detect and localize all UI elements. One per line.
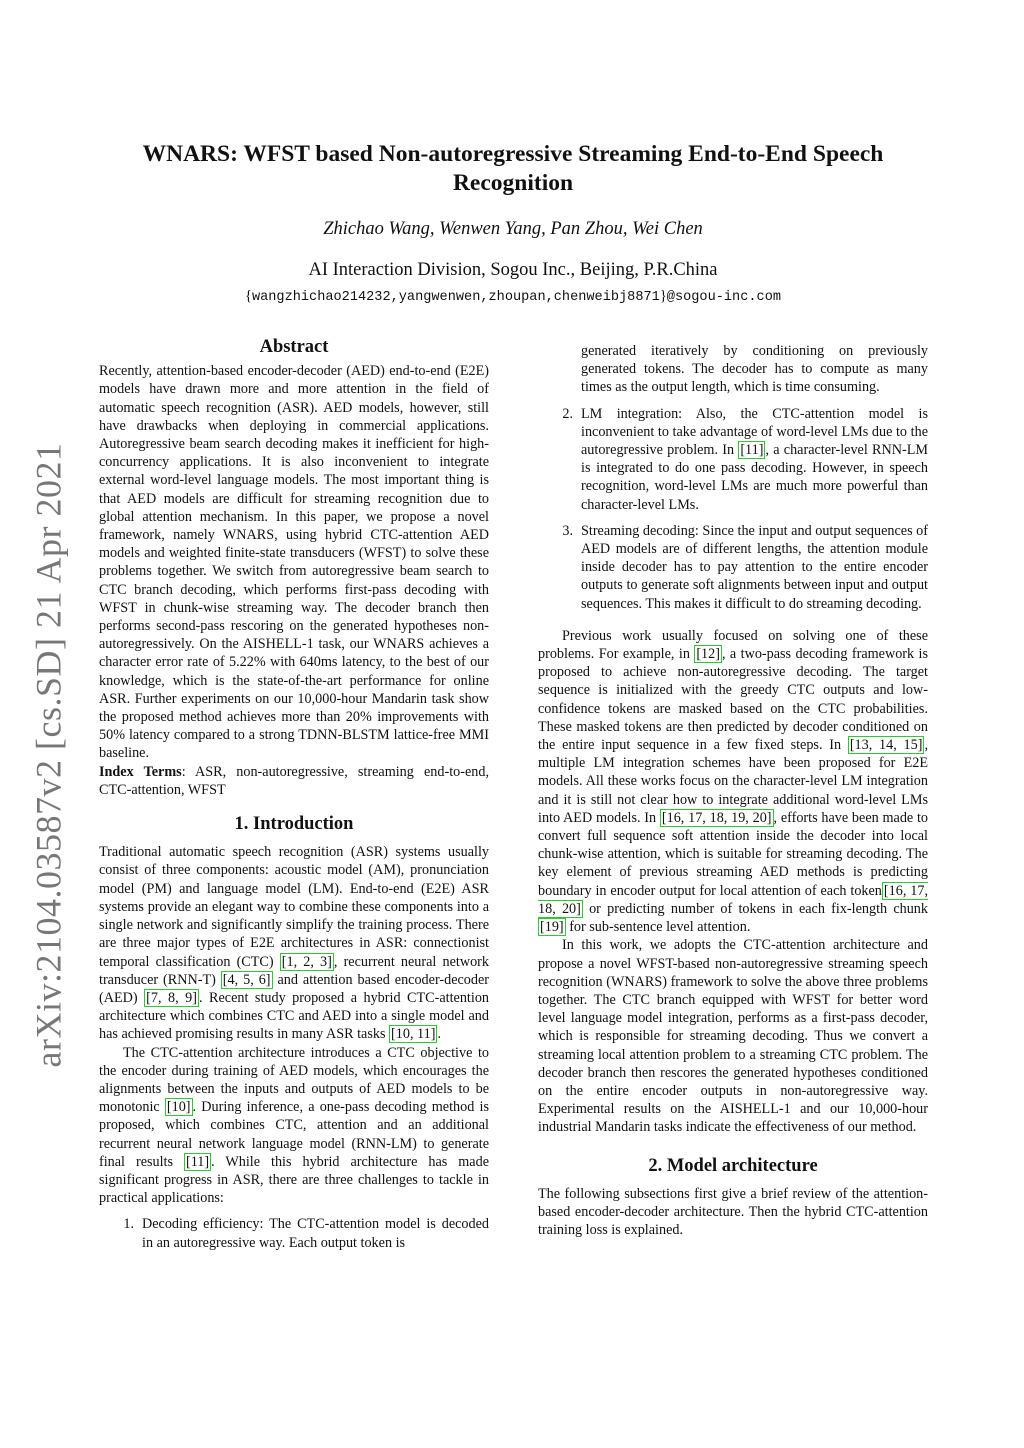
author-list: Zhichao Wang, Wenwen Yang, Pan Zhou, Wei Chen (323, 219, 703, 239)
citation-link[interactable]: [12] (696, 646, 720, 663)
list-item: generated iteratively by conditioning on previously generated tokens. The decoder has to compute as many times as the output length, which is time consuming. (581, 343, 928, 396)
challenge-list-continued (538, 342, 928, 397)
email-line: {wangzhichao214232,yangwenwen,zhoupan,chenweibj8871}@sogou-inc.com (244, 288, 782, 305)
citation-link[interactable]: [13, 14, 15] (849, 737, 923, 754)
citation-link[interactable]: [7, 8, 9] (146, 989, 197, 1006)
citation-link[interactable]: [11] (185, 1153, 210, 1170)
citation-link[interactable]: [4, 5, 6] (222, 971, 271, 988)
citation-link[interactable]: [19] (540, 919, 564, 936)
section-heading-introduction: 1. Introduction (234, 814, 354, 835)
email-users: wangzhichao214232,yangwenwen,zhoupan,chenweibj8871 (251, 290, 660, 305)
citation-link[interactable]: [16, 17, 18, 19, 20] (661, 809, 772, 826)
index-terms: Index Terms: ASR, non-autoregressive, streaming end-to-end, CTC-attention, WFST (99, 763, 490, 798)
arxiv-sidebar-stamp (18, 442, 78, 1068)
citation-link[interactable]: [11] (740, 442, 764, 459)
list-item: 2. LM integration: Also, the CTC-attention model is inconvenient to take advantage of word-level LMs due to the autoregressive problem. In [11] , a character-level RNN-LM is integrated to do one pass decoding. However, in speech recognition, word-level LMs are much more powerful than character-level LMs. (562, 405, 928, 513)
citation-link[interactable]: [10, 11] (391, 1026, 436, 1043)
challenge-list-rest (538, 405, 928, 613)
right-column (538, 342, 928, 1239)
left-column (99, 338, 489, 1260)
list-item: 3. Streaming decoding: Since the input and output sequences of AED models are of different lengths, the attention module inside decoder has to pay attention to the entire encoder outputs to generate soft alignments between input and output sequences. This makes it difficult to do streaming decoding. (562, 522, 928, 612)
challenge-list (99, 1215, 489, 1251)
affiliation: AI Interaction Division, Sogou Inc., Beijing, P.R.China (308, 260, 718, 280)
section-heading-model-architecture: 2. Model architecture (648, 1155, 818, 1176)
email-domain: @sogou-inc.com (666, 290, 782, 305)
citation-link[interactable]: [10] (166, 1099, 191, 1116)
arxiv-identifier: arXiv:2104.03587v2 [cs.SD] 21 Apr 2021 (28, 442, 69, 1068)
intro-paragraph-1: Traditional automatic speech recognition (ASR) systems usually consist of three components: acoustic model (AM), pronunciation model (PM) and language model (LM). End-to-end (E2E) ASR systems provide an elegant way to combine these components into a single network and significantly simplify the training process. There are three major types of E2E architectures in ASR: connectionist temporal classification (CTC) [1, 2, 3] , recurrent neural network transducer (RNN-T) [4, 5, 6] and attention based encoder-decoder (AED) [7, 8, 9] . Recent study proposed a hybrid CTC-attention architecture which combines CTC and AED into a single model and has achieved promising results in many ASR tasks [10, 11] . (99, 844, 490, 1043)
paper-title: WNARS: WFST based Non-autoregressive Streaming End-to-End Speech Recognition (142, 141, 884, 196)
intro-paragraph-2: The CTC-attention architecture introduces a CTC objective to the encoder during training of AED models, which encourages the alignments between the inputs and outputs of AED models to be monotonic [10] . During inference, a one-pass decoding method is proposed, which combines CTC, attention and an additional recurrent neural network language model (RNN-LM) to generate final results [11] . While this hybrid architecture has made significant progress in ASR, there are three challenges to tackle in practical applications: (99, 1044, 489, 1207)
abstract-body: Recently, attention-based encoder-decoder (AED) end-to-end (E2E) models have drawn more and more attention in the field of automatic speech recognition (ASR). AED models, however, still have drawbacks when deploying in commercial applications. Autoregressive beam search decoding makes it inefficient for high-concurrency applications. It is also inconvenient to integrate external word-level language models. The most important thing is that AED models are difficult for streaming recognition due to global attention mechanism. In this paper, we propose a novel framework, namely WNARS, using hybrid CTC-attention AED models and weighted finite-state transducers (WFST) to solve these problems together. We switch from autoregressive beam search to CTC branch decoding, which performs first-pass decoding with WFST in chunk-wise streaming way. The decoder branch then performs second-pass rescoring on the generated hypotheses non-autoregressively. On the AISHELL-1 task, our WNARS achieves a character error rate of 5.22% with 640ms latency, to the best of our knowledge, which is the state-of-the-art performance for online ASR. Further experiments on our 10,000-hour Mandarin task show the proposed method achieves more than 20% improvements with 50% latency compared to a strong TDNN-BLSTM lattice-free MMI baseline. (99, 363, 489, 762)
abstract-heading: Abstract (259, 337, 329, 357)
intro-paragraph-4: In this work, we adopts the CTC-attention architecture and propose a novel WFST-based non-autoregressive streaming speech recognition (WNARS) framework to solve the above three problems together. The CTC branch equipped with WFST for better word level language model integration, performs as a first-pass decoder, which is responsible for streaming decoding. Thus we convert a streaming local attention problem to a streaming CTC problem. The decoder branch then rescores the generated hypotheses conditioned on the entire encoder outputs in non-autoregressive way. Experimental results on the AISHELL-1 and our 10,000-hour industrial Mandarin tasks indicate the effectiveness of our method. (538, 937, 928, 1136)
citation-link[interactable]: [16, 17, 18, 20] (538, 882, 928, 917)
intro-paragraph-3: Previous work usually focused on solving one of these problems. For example, in [12] , a two-pass decoding framework is proposed to achieve non-autoregressive decoding. The target sequence is initialized with the greedy CTC outputs and low-confidence tokens are masked based on the CTC probabilities. These masked tokens are then predicted by decoder conditioned on the entire input sequence in a few fixed steps. In [13, 14, 15] , multiple LM integration schemes have been proposed for E2E models. All these works focus on the character-level LM integration and it is still not clear how to integrate additional word-level LMs into AED models. In [16, 17, 18, 19, 20] , efforts have been made to convert full sequence soft attention inside the decoder into local chunk-wise attention, which is suitable for streaming decoding. The key element of previous streaming AED methods is predicting boundary in encoder output for local attention of each token [16, 17, 18, 20] or predicting number of tokens in each fix-length chunk [19] for sub-sentence level attention. (538, 627, 929, 936)
list-item: 1. Decoding efficiency: The CTC-attention model is decoded in an autoregressive way. Each output token is (123, 1216, 489, 1251)
model-paragraph-1: The following subsections first give a brief review of the attention-based encoder-decoder architecture. Then the hybrid CTC-attention training loss is explained. (538, 1185, 928, 1239)
citation-link[interactable]: [1, 2, 3] (281, 953, 332, 970)
